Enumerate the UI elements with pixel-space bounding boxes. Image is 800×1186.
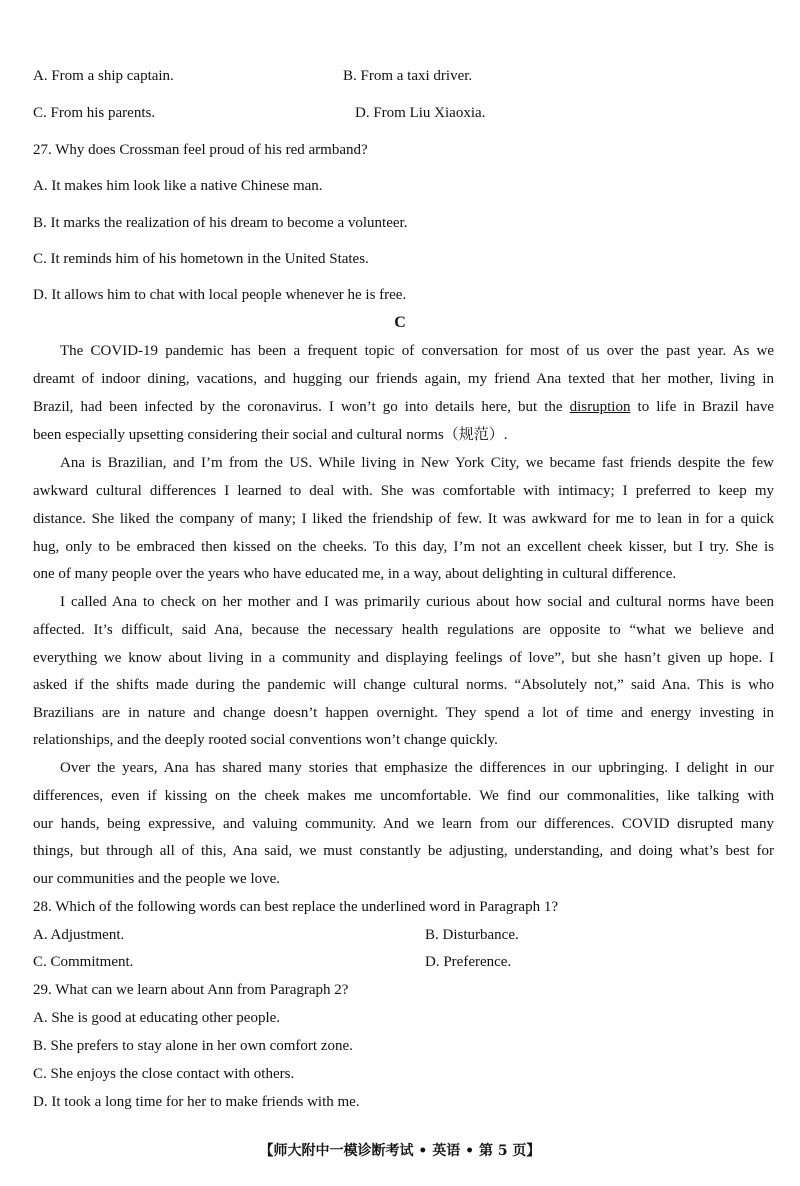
p4-line-2: differences, even if kissing on the cheek makes me uncomfortable. We find our commonalities, like talking with bbox=[33, 788, 774, 804]
p4-line-3: our hands, being expressive, and valuing community. And we learn from our differences. COVID disrupted many bbox=[33, 816, 774, 832]
q28-stem: 28. Which of the following words can best replace the underlined word in Paragraph 1? bbox=[33, 899, 558, 915]
p3-line-2: affected. It’s difficult, said Ana, because the necessary health regulations are opposite to “what we believe and bbox=[33, 622, 774, 638]
q27-option-d: D. It allows him to chat with local people whenever he is free. bbox=[33, 287, 407, 303]
q26-option-a: A. From a ship captain. bbox=[33, 68, 174, 84]
p2-line-2: awkward cultural differences I learned to deal with. She was comfortable with intimacy; I preferred to keep my bbox=[33, 483, 774, 499]
p2-line-4: hug, only to be embraced then kissed on the cheeks. To this day, I’m not an excellent cheek kisser, but I try. She is bbox=[33, 539, 774, 555]
p1-line-1: The COVID-19 pandemic has been a frequent topic of conversation for most of us over the past year. As we bbox=[60, 343, 774, 359]
page-footer: 【师大附中一模诊断考试 • 英语 • 第 5 页】 bbox=[259, 1143, 541, 1159]
p1-line-2: dreamt of indoor dining, vacations, and hugging our friends again, my friend Ana texted that her mother, living in bbox=[33, 371, 774, 387]
p2-line-3: distance. She liked the company of many; I liked the friendship of few. It was awkward for me to lean in for a quick bbox=[33, 511, 774, 527]
p1-line-3-text: Brazil, had been infected by the coronavirus. I won’t go into details here, but the bbox=[33, 399, 563, 415]
p4-line-4: things, but through all of this, Ana said, we must constantly be adjusting, understanding, and doing what’s best for bbox=[33, 843, 774, 859]
q26-option-c: C. From his parents. bbox=[33, 105, 156, 121]
q29-option-a: A. She is good at educating other people. bbox=[33, 1010, 281, 1026]
p1-line-4: been especially upsetting considering their social and cultural norms（规范）. bbox=[33, 427, 508, 443]
q29-option-d: D. It took a long time for her to make friends with me. bbox=[33, 1094, 360, 1110]
q27-option-c: C. It reminds him of his hometown in the United States. bbox=[33, 251, 369, 267]
p2-line-5: one of many people over the years who have educated me, in a way, about delighting in cultural difference. bbox=[33, 566, 677, 582]
p3-line-5: Brazilians are in nature and change doesn’t happen overnight. They spend a lot of time and energy investing in bbox=[33, 705, 774, 721]
q27-stem: 27. Why does Crossman feel proud of his red armband? bbox=[33, 142, 368, 158]
p3-line-3: everything we know about living in a community and displaying feelings of love”, but she hasn’t given up hope. I bbox=[33, 650, 774, 666]
p3-line-6: relationships, and the deeply rooted social conventions won’t change quickly. bbox=[33, 732, 498, 748]
p2-line-1: Ana is Brazilian, and I’m from the US. While living in New York City, we became fast friends despite the few bbox=[60, 455, 774, 471]
p4-line-1: Over the years, Ana has shared many stories that emphasize the differences in our upbringing. I delight in our bbox=[60, 760, 774, 776]
p1-line-3-tail: to life in Brazil have bbox=[637, 399, 775, 415]
q26-option-d: D. From Liu Xiaoxia. bbox=[355, 105, 486, 121]
p4-line-5: our communities and the people we love. bbox=[33, 871, 281, 887]
p3-line-4: asked if the shifts made during the pandemic will change cultural norms. “Absolutely not,” said Ana. This is who bbox=[33, 677, 774, 693]
p3-line-1: I called Ana to check on her mother and I was primarily curious about how social and cultural norms have been bbox=[60, 594, 774, 610]
section-heading: C bbox=[394, 314, 406, 331]
p1-line-3 bbox=[33, 397, 774, 417]
q27-option-b: B. It marks the realization of his dream to become a volunteer. bbox=[33, 215, 408, 231]
q28-option-c: C. Commitment. bbox=[33, 954, 134, 970]
q29-option-b: B. She prefers to stay alone in her own comfort zone. bbox=[33, 1038, 353, 1054]
q26-option-b: B. From a taxi driver. bbox=[343, 68, 473, 84]
q28-option-b: B. Disturbance. bbox=[425, 927, 519, 943]
q28-option-a: A. Adjustment. bbox=[33, 927, 125, 943]
q29-stem: 29. What can we learn about Ann from Paragraph 2? bbox=[33, 982, 349, 998]
q27-option-a: A. It makes him look like a native Chinese man. bbox=[33, 178, 323, 194]
underlined-word-disruption: disruption bbox=[569, 399, 631, 415]
q29-option-c: C. She enjoys the close contact with others. bbox=[33, 1066, 295, 1082]
q28-option-d: D. Preference. bbox=[425, 954, 512, 970]
